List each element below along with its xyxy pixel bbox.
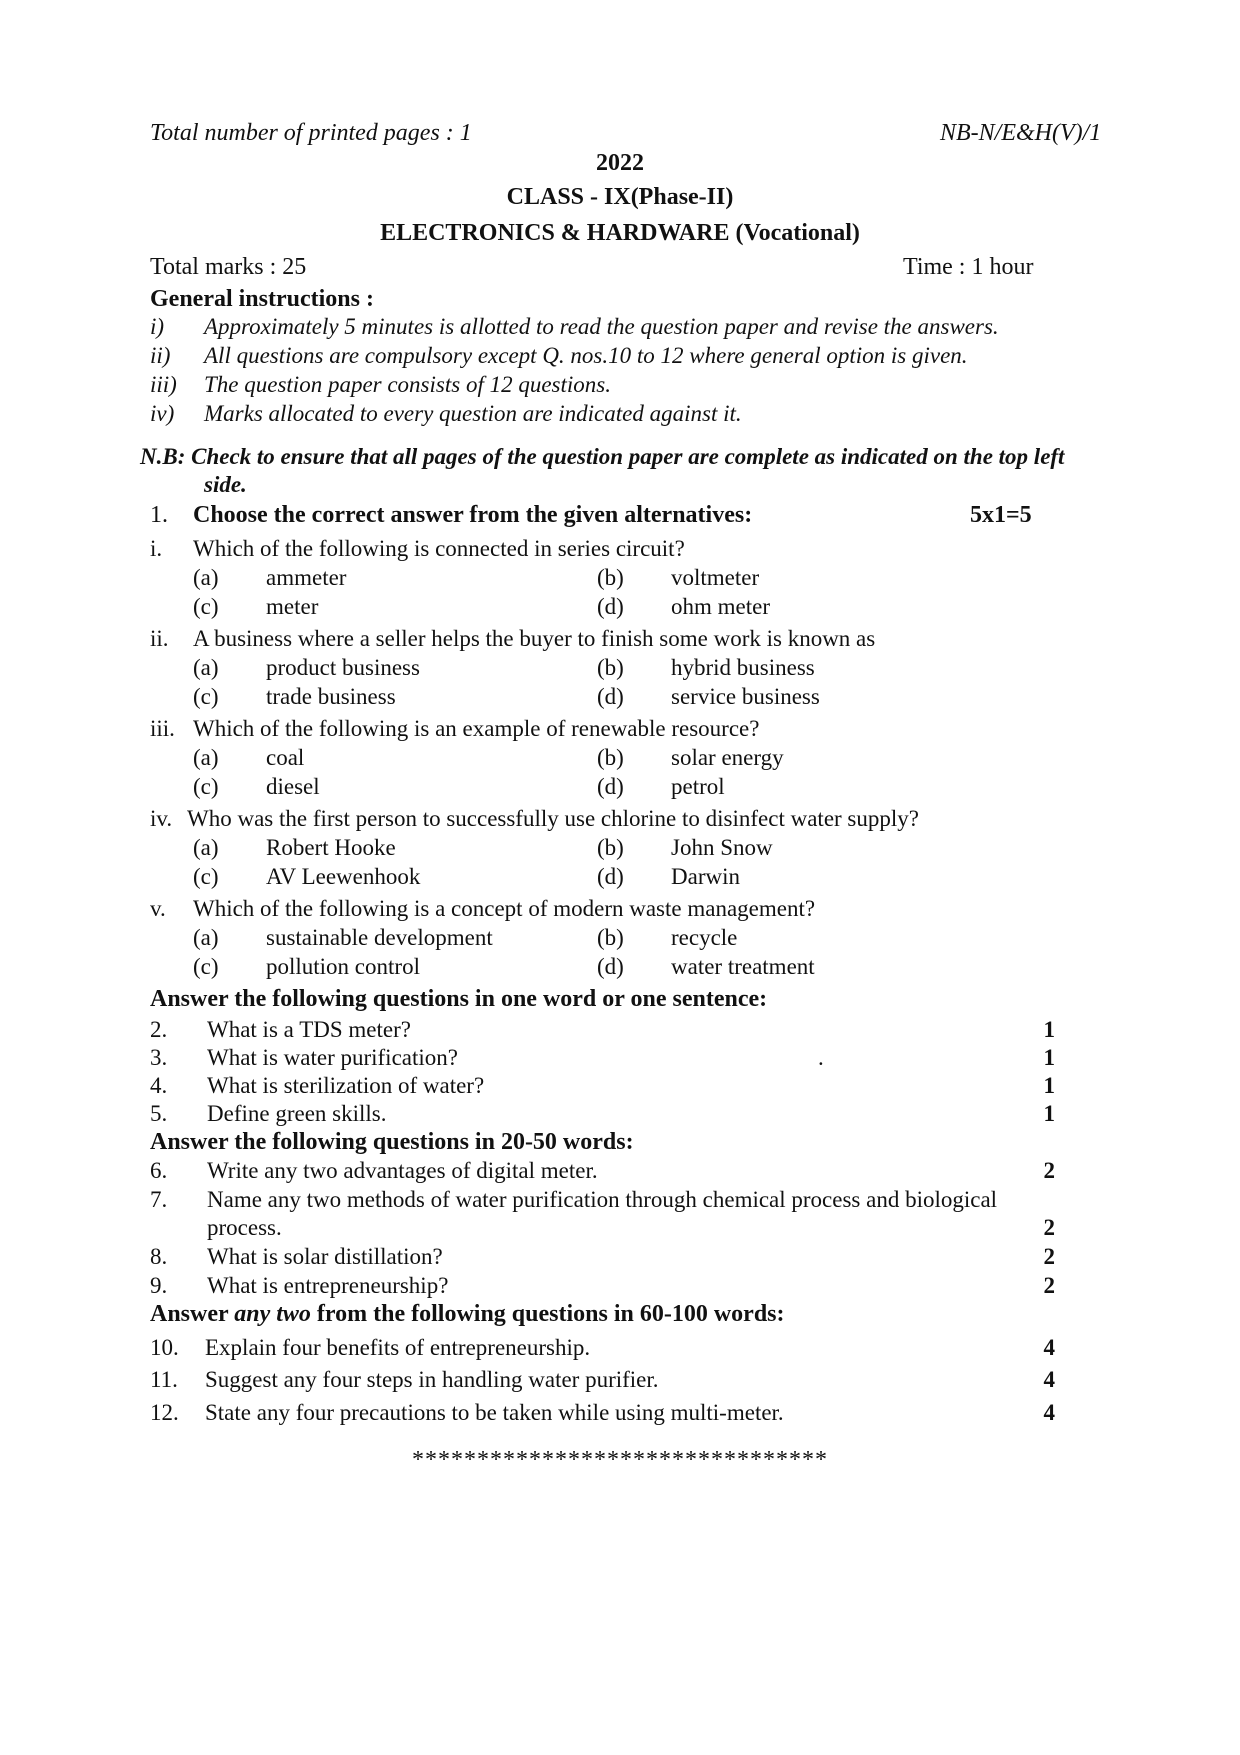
mcq-question: Which of the following is an example of renewable resource? — [193, 716, 760, 741]
option-label: (a) — [193, 745, 219, 770]
question-number: 9. — [150, 1273, 168, 1298]
option-text: product business — [266, 655, 420, 680]
option-label: (d) — [597, 864, 624, 889]
option-text: trade business — [266, 684, 396, 709]
option-text: sustainable development — [266, 925, 493, 950]
option-text: John Snow — [671, 835, 773, 860]
option-text: recycle — [671, 925, 738, 950]
option-text: service business — [671, 684, 820, 709]
option-label: (a) — [193, 565, 219, 590]
exam-year: 2022 — [596, 150, 644, 176]
exam-subject: ELECTRONICS & HARDWARE (Vocational) — [380, 220, 860, 246]
question-text: State any four precautions to be taken while using multi-meter. — [205, 1400, 784, 1425]
option-label: (d) — [597, 684, 624, 709]
option-text: coal — [266, 745, 305, 770]
instruction-num: ii) — [150, 343, 171, 368]
question-number: 6. — [150, 1158, 168, 1183]
option-label: (d) — [597, 774, 624, 799]
question-number: 7. — [150, 1187, 168, 1212]
question-text: Suggest any four steps in handling water purifier. — [205, 1367, 659, 1392]
option-text: ohm meter — [671, 594, 770, 619]
option-label: (d) — [597, 954, 624, 979]
mcq-question: Which of the following is connected in series circuit? — [193, 536, 685, 561]
option-label: (a) — [193, 835, 219, 860]
option-label: (b) — [597, 565, 624, 590]
mcq-number: i. — [150, 536, 163, 561]
question-marks: 2 — [1043, 1215, 1055, 1240]
option-label: (c) — [193, 774, 219, 799]
instruction-text: The question paper consists of 12 questions. — [204, 372, 611, 397]
instruction-text: Approximately 5 minutes is allotted to read the question paper and revise the answers. — [204, 314, 999, 339]
mcq-question: Who was the first person to successfully use chlorine to disinfect water supply? — [187, 806, 919, 831]
instruction-text: All questions are compulsory except Q. nos.10 to 12 where general option is given. — [204, 343, 968, 368]
option-text: AV Leewenhook — [266, 864, 421, 889]
question-text: What is a TDS meter? — [207, 1017, 411, 1042]
option-label: (c) — [193, 954, 219, 979]
option-text: pollution control — [266, 954, 420, 979]
option-text: water treatment — [671, 954, 815, 979]
mcq-question: Which of the following is a concept of modern waste management? — [193, 896, 816, 921]
question-marks: 2 — [1043, 1158, 1055, 1183]
exam-class: CLASS - IX(Phase-II) — [506, 184, 734, 210]
question-marks: 4 — [1043, 1367, 1055, 1392]
instruction-text: Marks allocated to every question are indicated against it. — [204, 401, 742, 426]
question-text: What is entrepreneurship? — [207, 1273, 449, 1298]
section-heading: Answer the following questions in one word or one sentence: — [150, 986, 768, 1012]
question-number: 8. — [150, 1244, 168, 1269]
question-marks: 4 — [1043, 1400, 1055, 1425]
option-label: (b) — [597, 835, 624, 860]
question-text: What is solar distillation? — [207, 1244, 443, 1269]
total-marks: Total marks : 25 — [150, 254, 307, 280]
option-label: (a) — [193, 655, 219, 680]
end-of-paper-stars: ******************************** — [412, 1447, 828, 1473]
question-marks: 4 — [1043, 1335, 1055, 1360]
question-number: 5. — [150, 1101, 168, 1126]
section-heading-pre: Answer — [150, 1301, 235, 1327]
option-label: (b) — [597, 655, 624, 680]
section-heading-emphasis: any two — [234, 1301, 311, 1327]
mcq-question: A business where a seller helps the buyer to finish some work is known as — [193, 626, 876, 651]
option-label: (c) — [193, 864, 219, 889]
question-text: What is sterilization of water? — [207, 1073, 485, 1098]
section-heading-post: from the following questions in 60-100 words: — [310, 1301, 785, 1327]
section-heading — [150, 1301, 785, 1328]
question-number: 11. — [150, 1367, 178, 1392]
question-marks: 1 — [1043, 1045, 1055, 1070]
option-text: meter — [266, 594, 319, 619]
paper-code: NB-N/E&H(V)/1 — [940, 120, 1102, 146]
question-text-continued: process. — [207, 1215, 282, 1240]
instructions-heading: General instructions : — [150, 286, 374, 312]
mcq-number: iii. — [150, 716, 175, 741]
question-text: Write any two advantages of digital meter. — [207, 1158, 598, 1183]
section-number: 1. — [150, 502, 168, 528]
question-number: 12. — [150, 1400, 179, 1425]
option-text: diesel — [266, 774, 320, 799]
option-label: (a) — [193, 925, 219, 950]
question-number: 10. — [150, 1335, 179, 1360]
instruction-num: i) — [150, 314, 165, 339]
instruction-num: iv) — [150, 401, 175, 426]
option-text: solar energy — [671, 745, 784, 770]
mcq-number: iv. — [150, 806, 173, 831]
option-label: (b) — [597, 925, 624, 950]
mcq-number: v. — [150, 896, 166, 921]
question-text: Explain four benefits of entrepreneurship. — [205, 1335, 591, 1360]
question-marks: 1 — [1043, 1073, 1055, 1098]
option-text: ammeter — [266, 565, 347, 590]
option-text: Darwin — [671, 864, 740, 889]
nb-note: N.B: Check to ensure that all pages of the question paper are complete as indicated on the top left — [140, 444, 1065, 469]
option-label: (c) — [193, 684, 219, 709]
section-heading: Choose the correct answer from the given alternatives: — [193, 502, 753, 528]
question-number: 4. — [150, 1073, 168, 1098]
stray-dot: . — [818, 1045, 824, 1070]
question-text: Define green skills. — [207, 1101, 387, 1126]
exam-time: Time : 1 hour — [903, 254, 1034, 280]
question-marks: 2 — [1043, 1244, 1055, 1269]
option-text: petrol — [671, 774, 725, 799]
option-text: hybrid business — [671, 655, 815, 680]
question-text: What is water purification? — [207, 1045, 458, 1070]
printed-pages-note: Total number of printed pages : 1 — [150, 120, 472, 146]
option-label: (d) — [597, 594, 624, 619]
option-text: Robert Hooke — [266, 835, 396, 860]
question-text: Name any two methods of water purification through chemical process and biological — [207, 1187, 998, 1212]
option-text: voltmeter — [671, 565, 760, 590]
section-marks: 5x1=5 — [970, 502, 1032, 528]
section-heading: Answer the following questions in 20-50 words: — [150, 1129, 634, 1155]
option-label: (c) — [193, 594, 219, 619]
nb-note-continued: side. — [204, 472, 247, 497]
question-number: 3. — [150, 1045, 168, 1070]
mcq-number: ii. — [150, 626, 169, 651]
question-marks: 1 — [1043, 1017, 1055, 1042]
instruction-num: iii) — [150, 372, 177, 397]
question-marks: 2 — [1043, 1273, 1055, 1298]
question-number: 2. — [150, 1017, 168, 1042]
option-label: (b) — [597, 745, 624, 770]
question-marks: 1 — [1043, 1101, 1055, 1126]
